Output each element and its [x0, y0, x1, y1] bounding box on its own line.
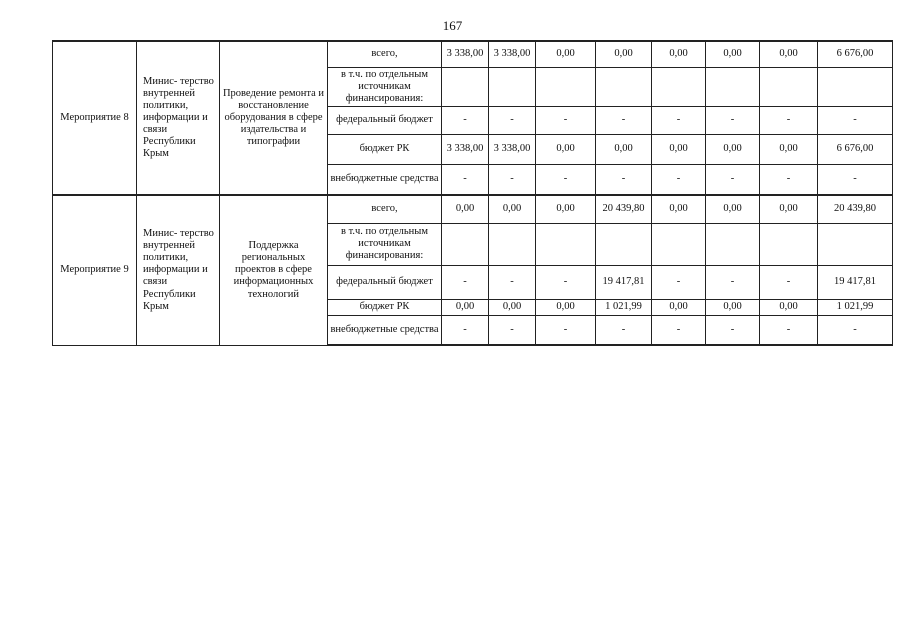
- value-cell: 3 338,00: [442, 41, 489, 67]
- page-number: 167: [442, 18, 463, 33]
- funding-source-label: бюджет РК: [328, 299, 442, 315]
- value-cell: 19 417,81: [818, 265, 893, 299]
- value-cell: 0,00: [706, 195, 760, 223]
- value-cell: 0,00: [760, 134, 818, 164]
- value-cell: 0,00: [652, 134, 706, 164]
- value-cell: [652, 223, 706, 265]
- value-cell: [818, 67, 893, 106]
- value-cell: -: [706, 265, 760, 299]
- value-cell: -: [706, 164, 760, 195]
- value-cell: 0,00: [536, 299, 596, 315]
- executor-cell: Минис- терство внутренней политики, информации и связи Республики Крым: [137, 195, 220, 345]
- value-cell: 6 676,00: [818, 134, 893, 164]
- value-cell: -: [760, 164, 818, 195]
- value-cell: -: [596, 315, 652, 345]
- value-cell: 0,00: [489, 299, 536, 315]
- value-cell: 20 439,80: [596, 195, 652, 223]
- value-cell: -: [536, 315, 596, 345]
- value-cell: -: [760, 106, 818, 134]
- value-cell: 20 439,80: [818, 195, 893, 223]
- value-cell: -: [489, 315, 536, 345]
- value-cell: [596, 223, 652, 265]
- value-cell: -: [818, 315, 893, 345]
- value-cell: 0,00: [536, 41, 596, 67]
- value-cell: -: [536, 106, 596, 134]
- value-cell: 0,00: [596, 134, 652, 164]
- funding-source-label: федеральный бюджет: [328, 265, 442, 299]
- value-cell: -: [760, 315, 818, 345]
- value-cell: 0,00: [442, 299, 489, 315]
- funding-source-label: внебюджетные средства: [328, 164, 442, 195]
- value-cell: -: [442, 315, 489, 345]
- value-cell: [706, 67, 760, 106]
- value-cell: [760, 67, 818, 106]
- funding-source-label: в т.ч. по отдельным источникам финансирования:: [328, 67, 442, 106]
- value-cell: 0,00: [489, 195, 536, 223]
- value-cell: -: [652, 315, 706, 345]
- table-row: [53, 195, 893, 223]
- value-cell: 0,00: [706, 134, 760, 164]
- description-cell: Поддержка региональных проектов в сфере информационных технологий: [220, 195, 328, 345]
- funding-source-label: всего,: [328, 195, 442, 223]
- value-cell: 0,00: [596, 41, 652, 67]
- value-cell: -: [489, 265, 536, 299]
- value-cell: [818, 223, 893, 265]
- value-cell: [652, 67, 706, 106]
- value-cell: -: [818, 164, 893, 195]
- value-cell: 3 338,00: [442, 134, 489, 164]
- value-cell: 0,00: [652, 195, 706, 223]
- value-cell: -: [818, 106, 893, 134]
- value-cell: -: [652, 106, 706, 134]
- value-cell: -: [596, 106, 652, 134]
- budget-table: [52, 40, 893, 346]
- funding-source-label: всего,: [328, 41, 442, 67]
- description-cell: Проведение ремонта и восстановление оборудования в сфере издательства и типографии: [220, 41, 328, 195]
- value-cell: 0,00: [706, 41, 760, 67]
- value-cell: -: [489, 164, 536, 195]
- value-cell: 1 021,99: [596, 299, 652, 315]
- value-cell: [596, 67, 652, 106]
- value-cell: 0,00: [760, 195, 818, 223]
- value-cell: 0,00: [536, 134, 596, 164]
- funding-source-label: в т.ч. по отдельным источникам финансирования:: [328, 223, 442, 265]
- value-cell: [536, 223, 596, 265]
- value-cell: [706, 223, 760, 265]
- value-cell: 3 338,00: [489, 41, 536, 67]
- value-cell: [442, 223, 489, 265]
- value-cell: 3 338,00: [489, 134, 536, 164]
- value-cell: -: [442, 106, 489, 134]
- value-cell: [442, 67, 489, 106]
- value-cell: 6 676,00: [818, 41, 893, 67]
- value-cell: -: [652, 164, 706, 195]
- value-cell: 1 021,99: [818, 299, 893, 315]
- value-cell: 0,00: [706, 299, 760, 315]
- value-cell: -: [442, 265, 489, 299]
- value-cell: -: [442, 164, 489, 195]
- value-cell: 0,00: [652, 299, 706, 315]
- funding-source-label: внебюджетные средства: [328, 315, 442, 345]
- value-cell: 0,00: [760, 41, 818, 67]
- funding-source-label: федеральный бюджет: [328, 106, 442, 134]
- event-cell: Мероприятие 8: [53, 41, 137, 195]
- executor-cell: Минис- терство внутренней политики, информации и связи Республики Крым: [137, 41, 220, 195]
- value-cell: 19 417,81: [596, 265, 652, 299]
- value-cell: -: [706, 315, 760, 345]
- value-cell: 0,00: [536, 195, 596, 223]
- table-row: [53, 41, 893, 67]
- value-cell: 0,00: [652, 41, 706, 67]
- value-cell: [760, 223, 818, 265]
- value-cell: -: [536, 265, 596, 299]
- value-cell: 0,00: [760, 299, 818, 315]
- value-cell: -: [652, 265, 706, 299]
- funding-source-label: бюджет РК: [328, 134, 442, 164]
- value-cell: [489, 223, 536, 265]
- value-cell: -: [489, 106, 536, 134]
- event-cell: Мероприятие 9: [53, 195, 137, 345]
- value-cell: 0,00: [442, 195, 489, 223]
- value-cell: -: [536, 164, 596, 195]
- value-cell: [536, 67, 596, 106]
- value-cell: -: [706, 106, 760, 134]
- value-cell: -: [596, 164, 652, 195]
- value-cell: [489, 67, 536, 106]
- value-cell: -: [760, 265, 818, 299]
